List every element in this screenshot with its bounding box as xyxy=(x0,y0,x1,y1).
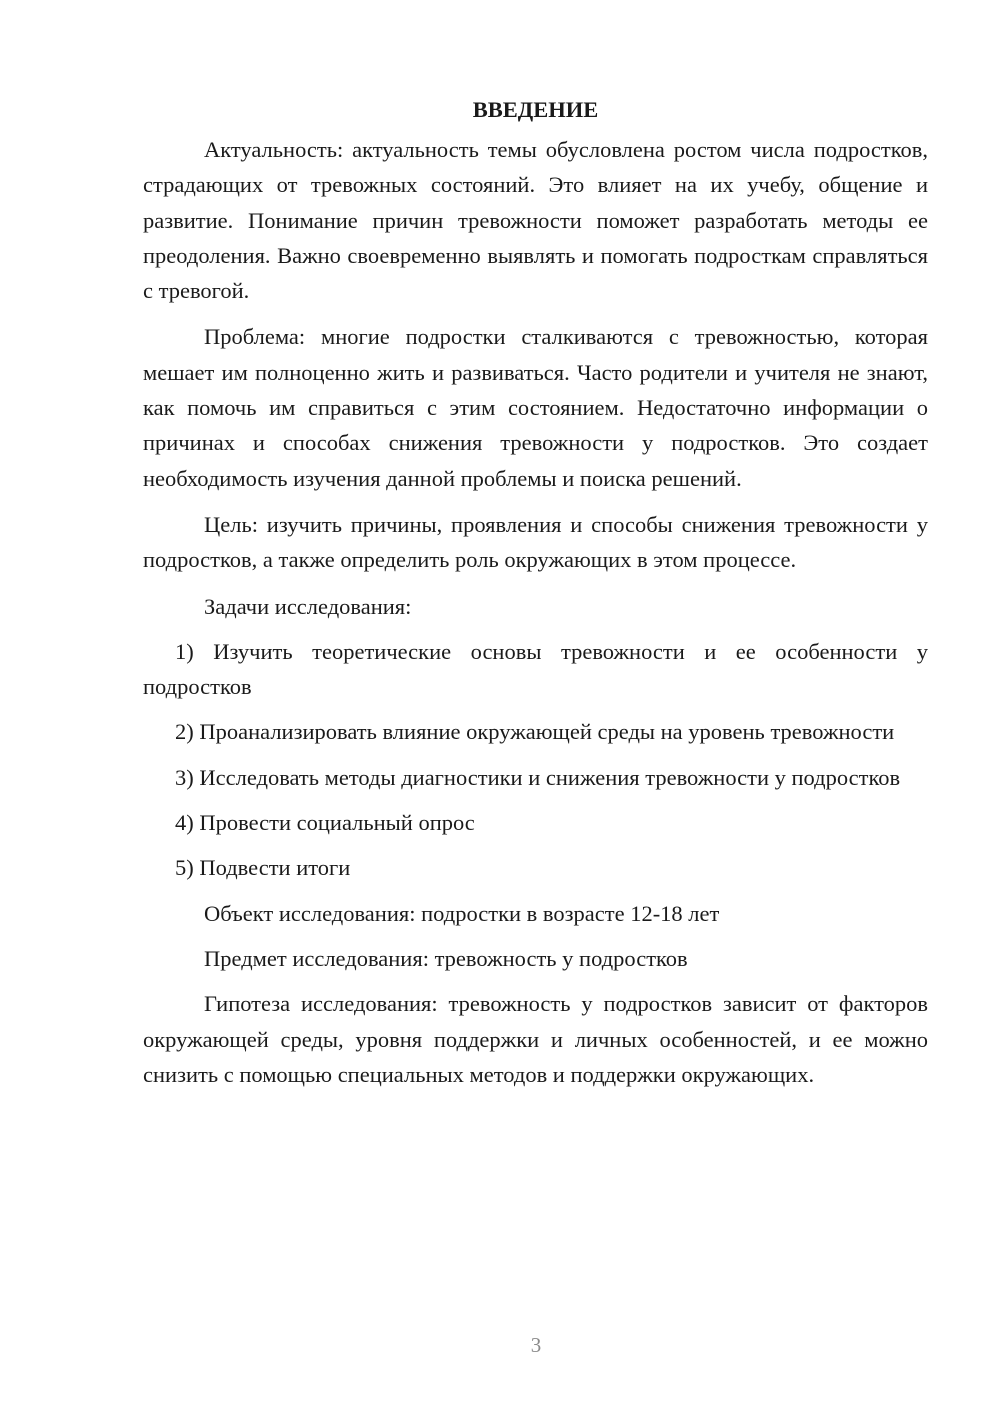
hypothesis-paragraph: Гипотеза исследования: тревожность у подростков зависит от факторов окружающей среды, уровня поддержки и личных особенностей, и ее можно снизить с помощью специальных методов и поддержки окружающих. xyxy=(143,991,928,1087)
page-number: 3 xyxy=(530,1333,542,1357)
task-item-4: 4) Провести социальный опрос xyxy=(175,810,475,836)
task-item-5: 5) Подвести итоги xyxy=(175,855,351,881)
subject-paragraph: Предмет исследования: тревожность у подростков xyxy=(204,945,688,971)
task-item-2: 2) Проанализировать влияние окружающей среды на уровень тревожности xyxy=(175,719,895,745)
document-page xyxy=(143,92,928,1092)
relevance-paragraph: Актуальность: актуальность темы обусловлена ростом числа подростков, страдающих от тревожных состояний. Это влияет на их учебу, общение и развитие. Понимание причин тревожности поможет разработать методы ее преодоления. Важно своевременно выявлять и помогать подросткам справляться с тревогой. xyxy=(143,137,928,304)
task-item-1: 1) Изучить теоретические основы тревожности и ее особенности у подростков xyxy=(143,638,928,700)
problem-paragraph: Проблема: многие подростки сталкиваются с тревожностью, которая мешает им полноценно жить и развиваться. Часто родители и учителя не знают, как помочь им справиться с этим состоянием. Недостаточно информации о причинах и способах снижения тревожности у подростков. Это создает необходимость изучения данной проблемы и поиска решений. xyxy=(143,324,928,491)
goal-paragraph: Цель: изучить причины, проявления и способы снижения тревожности у подростков, а также определить роль окружающих в этом процессе. xyxy=(143,511,928,573)
tasks-title: Задачи исследования: xyxy=(204,593,412,619)
object-paragraph: Объект исследования: подростки в возрасте 12-18 лет xyxy=(204,900,720,926)
task-item-3: 3) Исследовать методы диагностики и снижения тревожности у подростков xyxy=(175,764,901,790)
section-heading: ВВЕДЕНИЕ xyxy=(472,97,599,122)
